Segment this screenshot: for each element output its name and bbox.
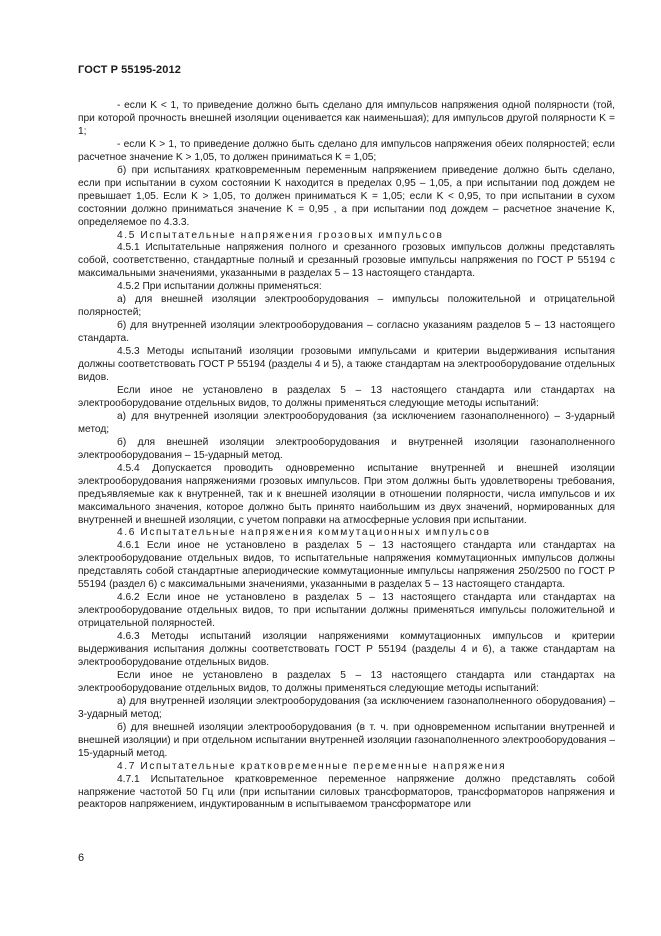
section-heading: 4.6 Испытательные напряжения коммутационных импульсов	[117, 527, 491, 539]
paragraph: а) для внутренней изоляции электрооборудования (за исключением газонаполненного) – 3-ударный метод;	[78, 410, 615, 435]
paragraph: 4.5.1 Испытательные напряжения полного и срезанного грозовых импульсов должны представлять собой, соответственно, стандартные полный и срезанный грозовые импульсы напряжения по ГОСТ Р 55194 с максимальными значениями, указанными в разделах 5 – 13 настоящего стандарта.	[78, 242, 615, 280]
paragraph: Если иное не установлено в разделах 5 – 13 настоящего стандарта или стандартах на электрооборудование отдельных видов, то должны применяться следующие методы испытаний:	[78, 384, 615, 409]
paragraph: 4.6.1 Если иное не установлено в разделах 5 – 13 настоящего стандарта или стандартах на электрооборудование отдельных видов, то испытательные напряжения коммутационных импульсов должны представлять собой стандартные апериодические коммутационные импульсы напряжения 250/2500 по ГОСТ Р 55194 (раздел 6) с максимальными значениями, указанными в разделах 5 – 13 настоящего стандарта.	[78, 540, 615, 591]
paragraph: - если K < 1, то приведение должно быть сделано для импульсов напряжения одной полярности (той, при которой прочность внешней изоляции оценивается как наименьшая); для импульсов другой полярности K = 1;	[78, 100, 615, 137]
paragraph: 4.5.2 При испытании должны применяться:	[117, 281, 322, 293]
paragraph: б) для внешней изоляции электрооборудования (в т. ч. при одновременном испытании внутренней и внешней изоляции) и при отдельном испытании внутренней изоляции газонаполненного электрооборудования – 15-ударный метод.	[78, 721, 615, 759]
section-heading: 4.7 Испытательные кратковременные переменные напряжения	[117, 760, 507, 772]
body-text	[78, 100, 615, 812]
paragraph: Если иное не установлено в разделах 5 – 13 настоящего стандарта или стандартах на электрооборудование отдельных видов, то должны применяться следующие методы испытаний:	[78, 669, 615, 694]
paragraph: а) для внешней изоляции электрооборудования – импульсы положительной и отрицательной полярностей;	[78, 294, 615, 319]
paragraph: 4.5.4 Допускается проводить одновременно испытание внутренней и внешней изоляции электрооборудования напряжениями грозовых импульсов. При этом должны быть удовлетворены требования, предъявляемые как к внутренней, так и к внешней изоляции в отношении полярности, числа импульсов и их максимального значения, которое должно быть принято наибольшим из двух значений, нормированных для внутренней и внешней изоляции, с учетом поправки на атмосферные условия при испытании.	[78, 462, 615, 526]
document-header: ГОСТ Р 55195-2012	[78, 64, 181, 76]
section-heading: 4.5 Испытательные напряжения грозовых импульсов	[117, 229, 444, 241]
paragraph: 4.6.2 Если иное не установлено в разделах 5 – 13 настоящего стандарта или стандартах на электрооборудование отдельных видов, то при испытании должны применяться импульсы положительной и отрицательной полярностей.	[78, 592, 615, 630]
paragraph: б) для внутренней изоляции электрооборудования – согласно указаниям разделов 5 – 13 настоящего стандарта.	[78, 320, 615, 345]
paragraph: б) при испытаниях кратковременным переменным напряжением приведение должно быть сделано, если при испытании в сухом состоянии K находится в пределах 0,95 – 1,05, а при испытании под дождем не превышает 1,05. Если K > 1,05, то должен приниматься K = 1,05; если K < 0,95, то при испытании в сухом состоянии должно приниматься значение K = 0,95 , а при испытании под дождем – расчетное значение K, определяемое по 4.3.3.	[78, 164, 615, 228]
page-number: 6	[78, 852, 85, 864]
paragraph: - если K > 1, то приведение должно быть сделано для импульсов напряжения обеих полярностей; если расчетное значение K > 1,05, то должен приниматься K = 1,05;	[78, 138, 615, 163]
paragraph: 4.7.1 Испытательное кратковременное переменное напряжение должно представлять собой напряжение частотой 50 Гц или (при испытании силовых трансформаторов, трансформаторов напряжения и реакторов напряжением, индуктированным в испытываемом трансформаторе или	[78, 773, 615, 811]
paragraph: б) для внешней изоляции электрооборудования и внутренней изоляции газонаполненного электрооборудования – 15-ударный метод.	[78, 436, 615, 461]
paragraph: 4.6.3 Методы испытаний изоляции напряжениями коммутационных импульсов и критерии выдерживания испытания должны соответствовать ГОСТ Р 55194 (разделы 4 и 6), а также стандартам на электрооборудование отдельных видов.	[78, 631, 615, 668]
paragraph: а) для внутренней изоляции электрооборудования (за исключением газонаполненного оборудования) – 3-ударный метод;	[78, 695, 615, 720]
paragraph: 4.5.3 Методы испытаний изоляции грозовыми импульсами и критерии выдерживания испытания должны соответствовать ГОСТ Р 55194 (разделы 4 и 5), а также стандартам на электрооборудование отдельных видов.	[78, 346, 615, 384]
